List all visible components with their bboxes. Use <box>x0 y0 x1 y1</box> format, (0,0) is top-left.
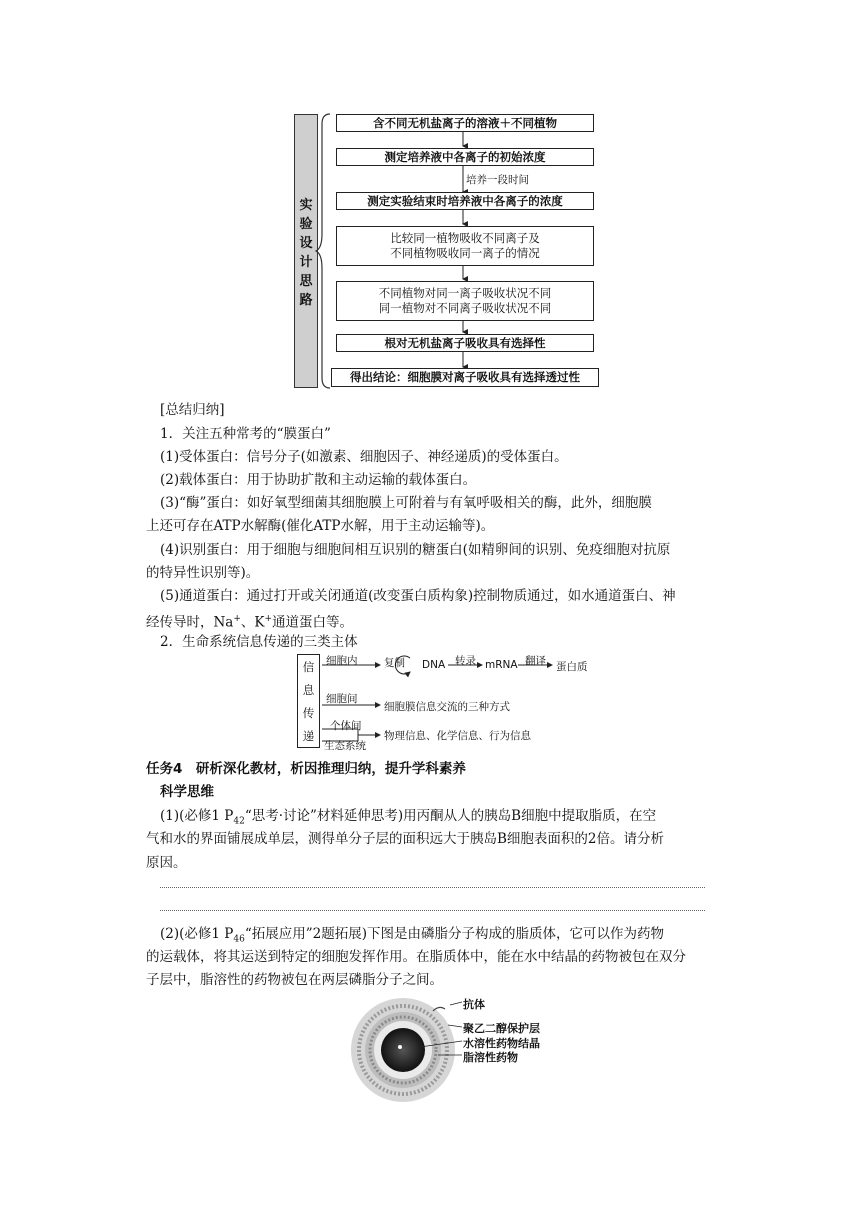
summary-p5-line1: (5)通道蛋白：通过打开或关闭通道(改变蛋白质构象)控制物质通过，如水通道蛋白、神 <box>160 588 676 604</box>
copy-label: 复制 <box>384 657 405 669</box>
ecosystem-result: 物理信息、化学信息、行为信息 <box>384 730 531 742</box>
q2-line1: (2)(必修1 $P_{46}“$拓展应用”2题拓展)下图是由磷脂分子构成的脂质体，它可以作为药物 <box>160 926 664 945</box>
q2-line3: 子层中，脂溶性的药物被包在两层磷脂分子之间。 <box>146 972 443 988</box>
scope-intercellular: 细胞间 <box>326 693 358 705</box>
task4-title: 任务4 研析深化教材，析因推理归纳，提升学科素养 <box>146 761 466 777</box>
summary-p1: (1)受体蛋白：信号分子(如激素、细胞因子、神经递质)的受体蛋白。 <box>160 449 568 465</box>
flow-step-3: 测定实验结束时培养液中各离子的浓度 <box>336 192 594 210</box>
flow-step-4: 比较同一植物吸收不同离子及 不同植物吸收同一离子的情况 <box>336 226 594 266</box>
label-lipid-soluble-drug: 脂溶性药物 <box>463 1051 518 1064</box>
transcribe-label: 转录 <box>455 655 476 667</box>
flow-step-2: 测定培养液中各离子的初始浓度 <box>336 148 594 166</box>
q1-line2: 气和水的界面铺展成单层，测得单分子层的面积远大于胰岛B细胞表面积的2倍。请分析 <box>146 831 665 847</box>
label-antibody: 抗体 <box>463 998 485 1011</box>
answer-line-1[interactable] <box>160 887 705 888</box>
intercellular-result: 细胞膜信息交流的三种方式 <box>384 701 510 713</box>
arrow-note: 培养一段时间 <box>466 174 529 186</box>
mrna-label: mRNA <box>485 659 518 671</box>
summary-title: [总结归纳] <box>160 402 225 418</box>
summary-item-2: 2．生命系统信息传递的三类主体 <box>160 634 358 650</box>
summary-p4-line2: 的特异性识别等)。 <box>146 565 260 581</box>
answer-line-2[interactable] <box>160 910 705 911</box>
task4-subtitle: 科学思维 <box>160 784 214 800</box>
flow-step-6: 根对无机盐离子吸收具有选择性 <box>336 334 594 352</box>
flow-step-7: 得出结论：细胞膜对离子吸收具有选择透过性 <box>331 368 599 387</box>
summary-p3-line1: (3)“酶”蛋白：如好氧型细菌其细胞膜上可附着与有氧呼吸相关的酶，此外，细胞膜 <box>160 495 652 511</box>
summary-p5-line2: 经传导时，Na+、K+通道蛋白等。 <box>146 614 354 631</box>
info-side-label: 信 息 传 递 <box>302 660 315 743</box>
label-peg-layer: 聚乙二醇保护层 <box>463 1022 540 1035</box>
flow-step-5: 不同植物对同一离子吸收状况不同 同一植物对不同离子吸收状况不同 <box>336 281 594 321</box>
summary-p4-line1: (4)识别蛋白：用于细胞与细胞间相互识别的糖蛋白(如精卵间的识别、免疫细胞对抗原 <box>160 542 671 558</box>
protein-label: 蛋白质 <box>556 661 588 673</box>
flow-step-1: 含不同无机盐离子的溶液＋不同植物 <box>336 114 594 132</box>
summary-p2: (2)载体蛋白：用于协助扩散和主动运输的载体蛋白。 <box>160 472 477 488</box>
label-water-soluble-drug: 水溶性药物结晶 <box>463 1037 540 1050</box>
q1-line1: (1)(必修1 $P_{42}“$思考·讨论”材料延伸思考)用丙酮从人的胰岛B细胞中提取脂质，在空 <box>160 808 657 827</box>
flowchart-side-label: 实 验 设 计 思 路 <box>299 198 313 308</box>
translate-label: 翻译 <box>525 655 546 667</box>
scope-intracellular: 细胞内 <box>326 655 358 667</box>
summary-p3-line2: 上还可存在ATP水解酶(催化ATP水解，用于主动运输等)。 <box>146 518 495 534</box>
scope-individual: 个体间 <box>330 720 362 732</box>
summary-item-1: 1．关注五种常考的“膜蛋白” <box>160 426 331 442</box>
scope-ecosystem: 生态系统 <box>324 740 366 752</box>
dna-label: DNA <box>422 659 446 671</box>
q2-line2: 的运载体，将其运送到特定的细胞发挥作用。在脂质体中，能在水中结晶的药物被包在双分 <box>146 949 686 965</box>
q1-line3: 原因。 <box>146 855 187 871</box>
